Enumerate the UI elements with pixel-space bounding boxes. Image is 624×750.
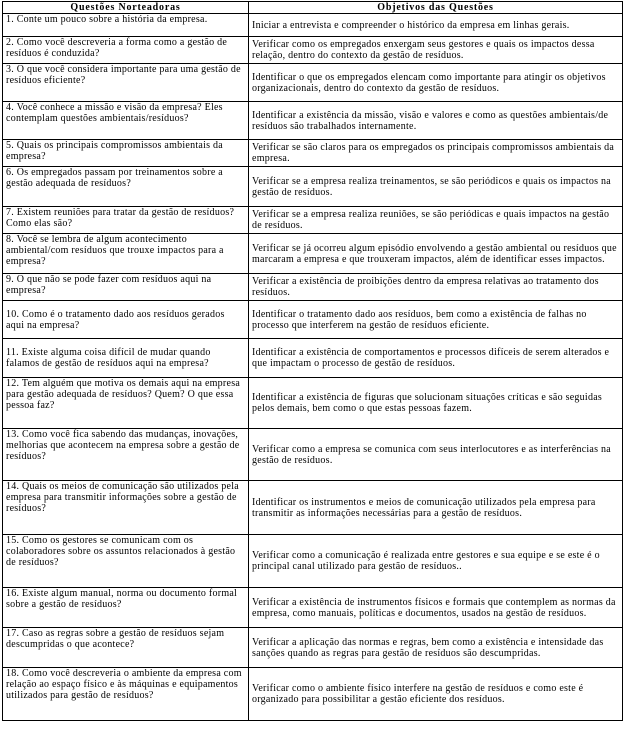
- objective-cell: Verificar como os empregados enxergam seus gestores e quais os impactos dessa relação, dentro do contexto da gestão de resíduos.: [249, 37, 623, 64]
- table-header-row: [3, 2, 623, 14]
- question-cell: 10. Como é o tratamento dado aos resíduos gerados aqui na empresa?: [3, 301, 249, 339]
- question-cell: 18. Como você descreveria o ambiente da empresa com relação ao espaço físico e às máquinas e equipamentos utilizados para gestão de resíduos?: [3, 668, 249, 721]
- question-cell: 8. Você se lembra de algum acontecimento ambiental/com resíduos que trouxe impactos para a empresa?: [3, 234, 249, 274]
- table-row: [3, 167, 623, 207]
- objective-cell: Identificar a existência de figuras que solucionam situações críticas e são seguidas pelos demais, bem como o que estas pessoas fazem.: [249, 378, 623, 429]
- table-row: [3, 234, 623, 274]
- objective-cell: Identificar o que os empregados elencam como importante para atingir os objetivos organizacionais, dentro do contexto da gestão de resíduos.: [249, 64, 623, 102]
- question-cell: 12. Tem alguém que motiva os demais aqui na empresa para gestão adequada de resíduos? Quem? O que essa pessoa faz?: [3, 378, 249, 429]
- objective-cell: Verificar se a empresa realiza treinamentos, se são periódicos e quais os impactos na gestão de resíduos.: [249, 167, 623, 207]
- objective-cell: Identificar a existência de comportamentos e processos difíceis de serem alterados e que impactam o processo de gestão de resíduos.: [249, 339, 623, 378]
- objective-cell: Verificar se já ocorreu algum episódio envolvendo a gestão ambiental ou resíduos que marcaram a empresa e que trouxeram impactos, além de identificar esses impactos.: [249, 234, 623, 274]
- table-row: [3, 628, 623, 668]
- table-row: [3, 339, 623, 378]
- objective-cell: Identificar os instrumentos e meios de comunicação utilizados pela empresa para transmitir as informações necessárias para a gestão de resíduos.: [249, 481, 623, 535]
- objective-cell: Verificar a aplicação das normas e regras, bem como a existência e intensidade das sanções quando as regras para gestão de resíduos são descumpridas.: [249, 628, 623, 668]
- questions-table: [2, 1, 623, 721]
- objective-cell: Verificar a existência de instrumentos físicos e formais que contemplem as normas da empresa, como manuais, políticas e documentos, usados na gestão de resíduos.: [249, 588, 623, 628]
- objective-cell: Verificar como a comunicação é realizada entre gestores e sua equipe e se este é o principal canal utilizado para gestão de resíduos..: [249, 535, 623, 588]
- table-row: [3, 481, 623, 535]
- question-cell: 5. Quais os principais compromissos ambientais da empresa?: [3, 140, 249, 167]
- table-row: [3, 274, 623, 301]
- question-cell: 1. Conte um pouco sobre a história da empresa.: [3, 14, 249, 37]
- table-row: [3, 588, 623, 628]
- question-cell: 14. Quais os meios de comunicação são utilizados pela empresa para transmitir informações sobre a gestão de resíduos?: [3, 481, 249, 535]
- table-row: [3, 102, 623, 140]
- objective-cell: Verificar se a empresa realiza reuniões, se são periódicas e quais impactos na gestão de resíduos.: [249, 207, 623, 234]
- header-guiding-questions: Questões Norteadoras: [3, 2, 249, 14]
- objective-cell: Identificar a existência da missão, visão e valores e como as questões ambientais/de resíduos são trabalhados internamente.: [249, 102, 623, 140]
- objective-cell: Iniciar a entrevista e compreender o histórico da empresa em linhas gerais.: [249, 14, 623, 37]
- table-row: [3, 14, 623, 37]
- table-row: [3, 207, 623, 234]
- objective-cell: Verificar se são claros para os empregados os principais compromissos ambientais da empresa.: [249, 140, 623, 167]
- table-row: [3, 301, 623, 339]
- question-cell: 4. Você conhece a missão e visão da empresa? Eles contemplam questões ambientais/resíduos?: [3, 102, 249, 140]
- table-row: [3, 37, 623, 64]
- question-cell: 16. Existe algum manual, norma ou documento formal sobre a gestão de resíduos?: [3, 588, 249, 628]
- question-cell: 13. Como você fica sabendo das mudanças, inovações, melhorias que acontecem na empresa sobre a gestão de resíduos?: [3, 429, 249, 481]
- table-row: [3, 64, 623, 102]
- objective-cell: Verificar como o ambiente físico interfere na gestão de resíduos e como este é organizado para possibilitar a gestão eficiente dos resíduos.: [249, 668, 623, 721]
- table-row: [3, 668, 623, 721]
- table-row: [3, 378, 623, 429]
- question-cell: 2. Como você descreveria a forma como a gestão de resíduos é conduzida?: [3, 37, 249, 64]
- question-cell: 3. O que você considera importante para uma gestão de resíduos eficiente?: [3, 64, 249, 102]
- header-question-objectives: Objetivos das Questões: [249, 2, 623, 14]
- question-cell: 7. Existem reuniões para tratar da gestão de resíduos? Como elas são?: [3, 207, 249, 234]
- objective-cell: Verificar como a empresa se comunica com seus interlocutores e as interferências na gestão de resíduos.: [249, 429, 623, 481]
- objective-cell: Verificar a existência de proibições dentro da empresa relativas ao tratamento dos resíduos.: [249, 274, 623, 301]
- table-row: [3, 429, 623, 481]
- question-cell: 15. Como os gestores se comunicam com os colaboradores sobre os assuntos relacionados à gestão de resíduos?: [3, 535, 249, 588]
- question-cell: 9. O que não se pode fazer com resíduos aqui na empresa?: [3, 274, 249, 301]
- question-cell: 6. Os empregados passam por treinamentos sobre a gestão adequada de resíduos?: [3, 167, 249, 207]
- objective-cell: Identificar o tratamento dado aos resíduos, bem como a existência de falhas no processo que interferem na gestão de resíduos eficiente.: [249, 301, 623, 339]
- table-row: [3, 535, 623, 588]
- table-row: [3, 140, 623, 167]
- question-cell: 11. Existe alguma coisa difícil de mudar quando falamos de gestão de resíduos aqui na empresa?: [3, 339, 249, 378]
- question-cell: 17. Caso as regras sobre a gestão de resíduos sejam descumpridas o que acontece?: [3, 628, 249, 668]
